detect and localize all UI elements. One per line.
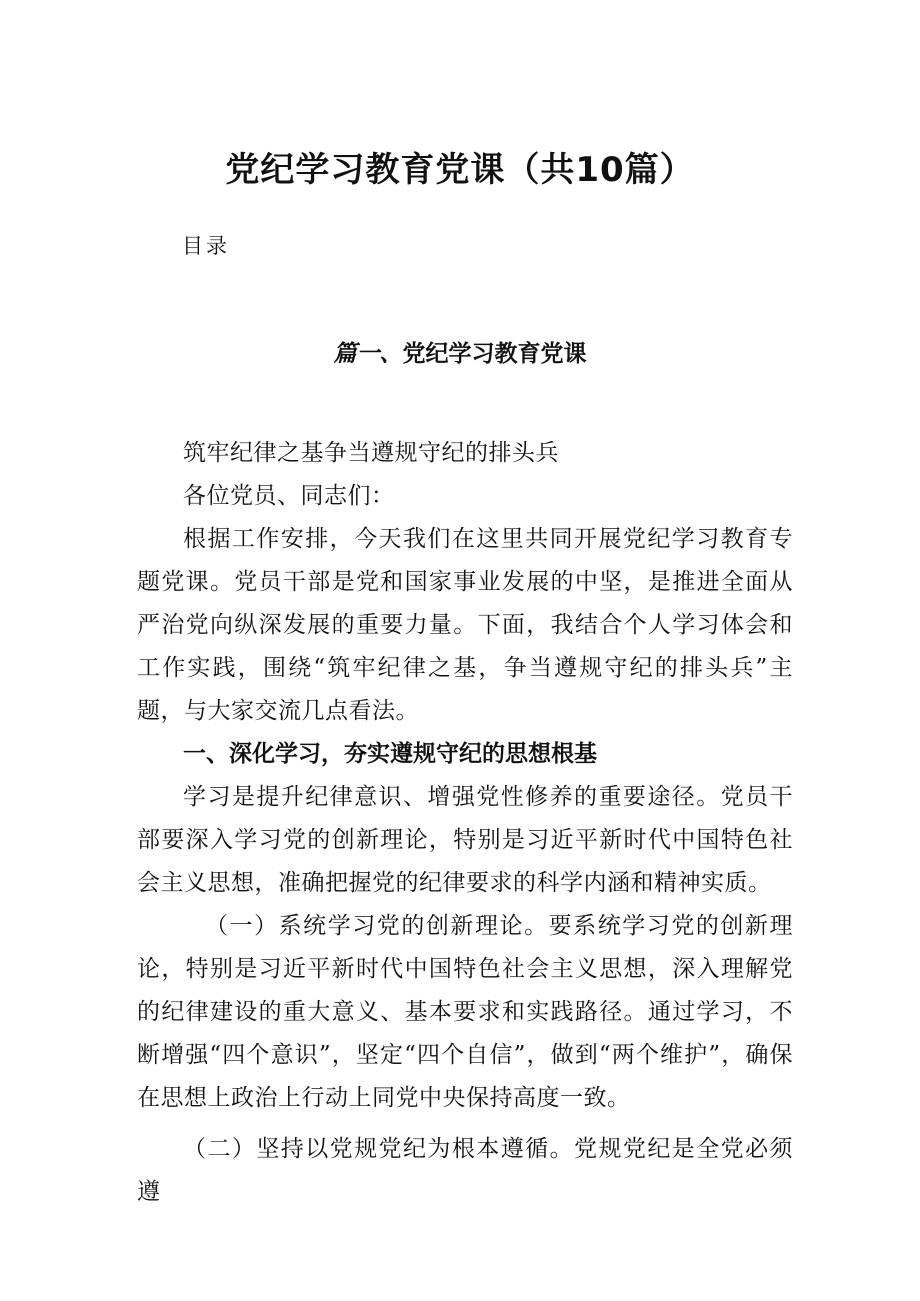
- salutation: 各位党员、同志们：: [183, 483, 395, 509]
- chapter-number: 篇一、: [333, 341, 403, 367]
- chapter-name: 党纪学习教育党课: [402, 341, 587, 367]
- document-body: [137, 432, 793, 1214]
- section-heading: 一、深化学习，夯实遵规守纪的思想根基: [183, 741, 597, 767]
- speech-title: 筑牢纪律之基争当遵规守纪的排头兵: [183, 440, 559, 466]
- subsection-paragraph-1: （一）系统学习党的创新理论。要系统学习党的创新理论，特别是习近平新时代中国特色社会主义思想，深入理解党的纪律建设的重大意义、基本要求和实践路径。通过学习，不断增强“四个意识”，坚定“四个自信”，做到“两个维护”，确保在思想上政治上行动上同党中央保持高度一致。: [137, 913, 793, 1111]
- section-paragraph: 学习是提升纪律意识、增强党性修养的重要途径。党员干部要深入学习党的创新理论，特别是习近平新时代中国特色社会主义思想，准确把握党的纪律要求的科学内涵和精神实质。: [137, 784, 793, 896]
- document-title: 党纪学习教育党课（共10篇）: [225, 150, 695, 190]
- chapter-title: [0, 337, 920, 371]
- intro-paragraph: 根据工作安排，今天我们在这里共同开展党纪学习教育专题党课。党员干部是党和国家事业发展的中坚，是推进全面从严治党向纵深发展的重要力量。下面，我结合个人学习体会和工作实践，围绕“筑牢纪律之基，争当遵规守纪的排头兵”主题，与大家交流几点看法。: [137, 526, 793, 724]
- subsection-paragraph-2: （二）坚持以党规党纪为根本遵循。党规党纪是全党必须遵: [137, 1136, 793, 1205]
- toc-label: 目录: [182, 234, 230, 258]
